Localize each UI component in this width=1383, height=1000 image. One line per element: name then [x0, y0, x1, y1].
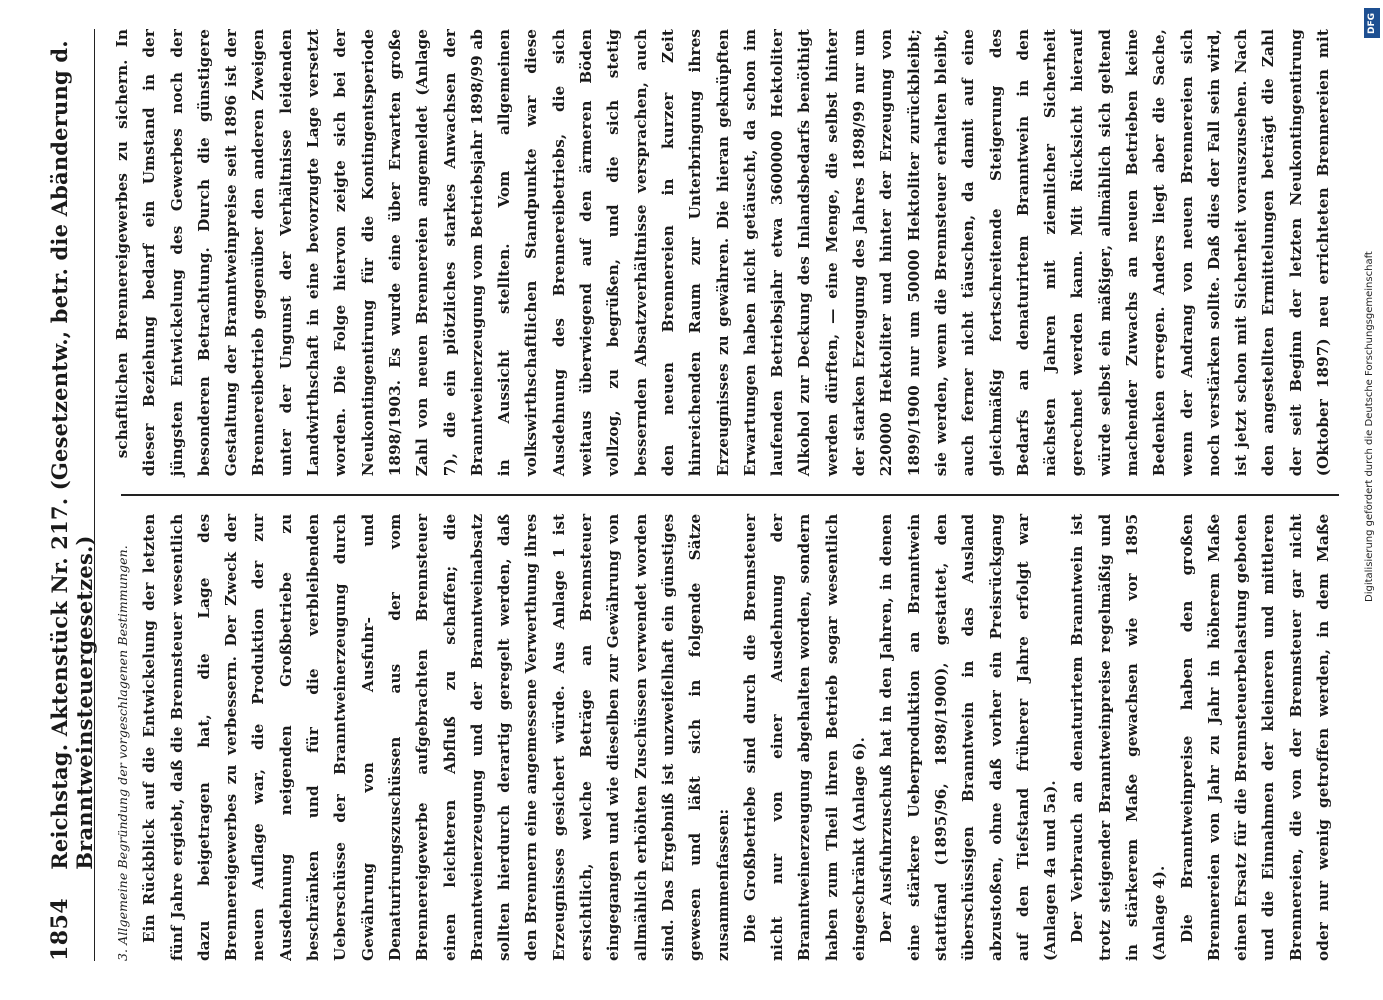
text-columns: [109, 29, 1339, 961]
digitization-credit: Digitalisierung gefördert durch die Deutsche Forschungsgemeinschaft: [1364, 251, 1375, 602]
right-column: [109, 29, 1339, 494]
rotated-document-page: [35, 15, 1345, 975]
paragraph: schaftlichen Brennereigewerbes zu sichern. In dieser Beziehung bedarf ein Umstand in der jüngsten Entwickelung des Gewerbes noch der besonderen Betrachtung. Durch die günstigere Gestaltung der Branntweinpreise seit 1896 ist der Brennereibetrieb gegenüber den anderen Zweigen unter der Ungunst der Verhältnisse leidenden Landwirthschaft in eine bevorzugte Lage versetzt worden. Die Folge hiervon zeigte sich bei der Neukontingentirung für die Kontingentsperiode 1898/1903. Es wurde eine über Erwarten große Zahl von neuen Brennereien angemeldet (Anlage 7), die ein plötzliches starkes Anwachsen der Branntweinerzeugung vom Betriebsjahr 1898/99 ab in Aussicht stellten. Vom allgemeinen volkswirthschaftlichen Standpunkte war diese Ausdehnung des Brennereibetriebs, die sich weitaus überwiegend auf den ärmeren Böden vollzog, zu begrüßen, und die sich stetig bessernden Absatzverhältnisse versprachen, auch den neuen Brennereien in kurzer Zeit hinreichenden Raum zur Unterbringung ihres Erzeugnisses zu gewähren. Die hieran geknüpften Erwartungen haben nicht getäuscht, da schon im laufenden Betriebsjahr etwa 3600000 Hektoliter Alkohol zur Deckung des Inlandsbedarfs benöthigt werden dürften, — eine Menge, die selbst hinter der starken Erzeugung des Jahres 1898/99 nur um 220000 Hektoliter und hinter der Erzeugung von 1899/1900 nur um 50000 Hektoliter zurückbleibt; sie werden, wenn die Brennsteuer erhalten bleibt, auch ferner nicht täuschen, da damit auf eine gleichmäßig fortschreitende Steigerung des Bedarfs an denaturirtem Branntwein in den nächsten Jahren mit ziemlicher Sicherheit gerechnet werden kann. Mit Rücksicht hierauf würde selbst ein mäßiger, allmählich sich geltend machender Zuwachs an neuen Betrieben keine Bedenken erregen. Anders liegt aber die Sache, wenn der Andrang von neuen Brennereien sich noch verstärken sollte. Daß dies der Fall sein wird, ist jetzt schon mit Sicherheit vorauszusehen. Nach den angestellten Ermittelungen beträgt die Zahl der seit Beginn der letzten Neukontingentirung (Oktober 1897) neu errichteten Brennereien mit: [113, 29, 1333, 477]
dfg-logo: DFG: [1364, 8, 1380, 38]
digitization-credit-strip: [1364, 8, 1380, 992]
paragraph: Der Ausfuhrzuschuß hat in den Jahren, in denen eine stärkere Ueberproduktion an Branntwein stattfand (1895/96, 1898/1900), gestattet, den überschüssigen Branntwein in das Ausland abzustoßen, ohne daß vorher ein Preisrückgang auf den Tiefstand früherer Jahre erfolgt war (Anlagen 4a und 5a).: [877, 513, 1060, 961]
paragraph: Der Verbrauch an denaturirtem Branntwein ist trotz steigender Branntweinpreise regelmäßig und in stärkerem Maße gewachsen wie vor 1895 (Anlage 4).: [1068, 513, 1169, 961]
page-number: 1854: [47, 897, 73, 961]
paragraph: Ein Rückblick auf die Entwickelung der letzten fünf Jahre ergiebt, daß die Brennsteuer wesentlich dazu beigetragen hat, die Lage des Brennereigewerbes zu verbessern. Der Zweck der neuen Auflage war, die Produktion der zur Ausdehnung neigenden Großbetriebe zu beschränken und für die verbleibenden Ueberschüsse der Branntweinerzeugung durch Gewährung von Ausfuhr- und Denaturirungszuschüssen aus der vom Brennereigewerbe aufgebrachten Brennsteuer einen leichteren Abfluß zu schaffen; die Branntweinerzeugung und der Branntweinabsatz sollten hierdurch derartig geregelt werden, daß den Brennern eine angemessene Verwerthung ihres Erzeugnisses gesichert würde. Aus Anlage 1 ist ersichtlich, welche Beträge an Brennsteuer eingegangen und wie dieselben zur Gewährung von allmählich erhöhten Zuschüssen verwendet worden sind. Das Ergebniß ist unzweifelhaft ein günstiges gewesen und läßt sich in folgende Sätze zusammenfassen:: [140, 513, 732, 961]
left-column: [109, 496, 1339, 961]
running-head: Reichstag. Aktenstück Nr. 217. (Gesetzentw., betr. die Abänderung d. Branntweinsteuergesetzes.): [47, 40, 97, 870]
paragraph: Die Branntweinpreise haben den großen Brennereien von Jahr zu Jahr in höherem Maße einen Ersatz für die Brennsteuerbelastung geboten und die Einnahmen der kleineren und mittleren Brennereien, die von der Brennsteuer gar nicht oder nur wenig getroffen werden, in dem Maße: [1177, 513, 1333, 961]
paragraph: Die Großbetriebe sind durch die Brennsteuer nicht nur von einer Ausdehnung der Branntweinerzeugung abgehalten worden, sondern haben zum Theil ihren Betrieb sogar wesentlich eingeschränkt (Anlage 6).: [740, 513, 869, 961]
page-header: [35, 29, 95, 961]
column-divider: [121, 494, 1339, 496]
section-heading: 3. Allgemeine Begründung der vorgeschlagenen Bestimmungen.: [115, 545, 130, 961]
